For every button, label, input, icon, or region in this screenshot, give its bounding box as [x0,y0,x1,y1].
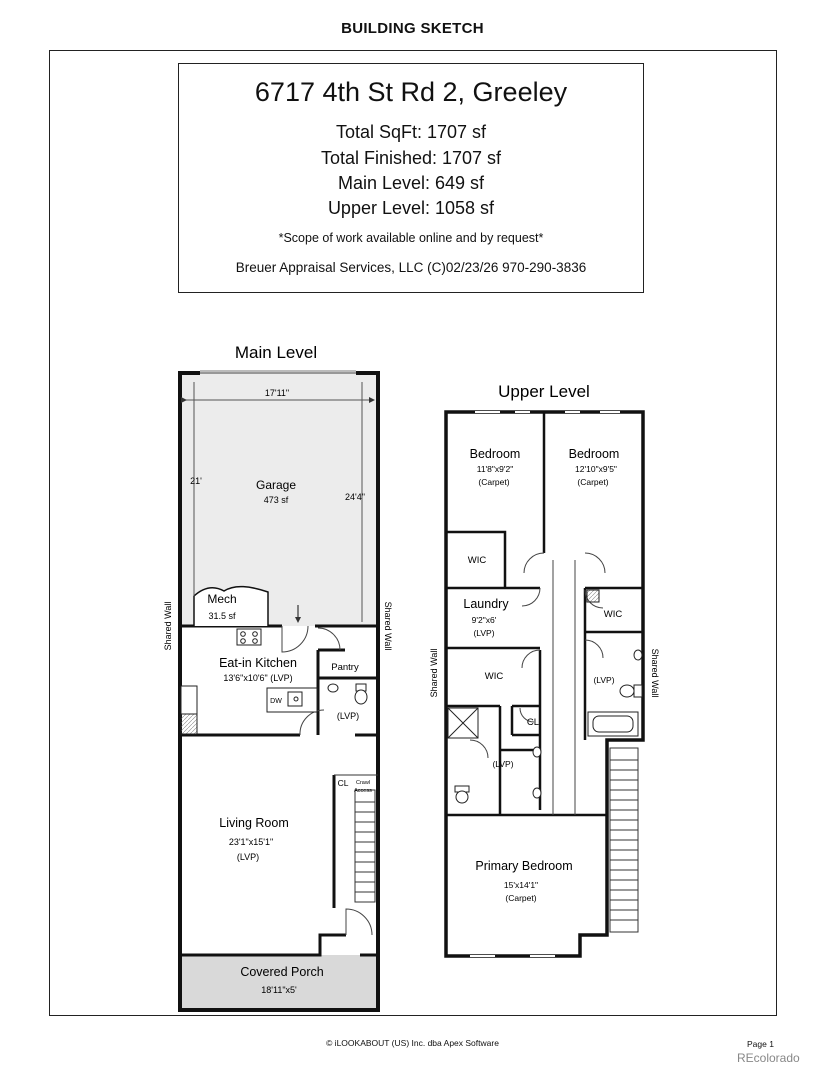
document-title: BUILDING SKETCH [341,20,484,37]
pantry-label: Pantry [331,662,359,673]
bedroom1-floor: (Carpet) [478,477,510,487]
primary-bedroom-label: Primary Bedroom [475,859,573,873]
upper-hall-lines [553,560,575,815]
laundry-label: Laundry [463,597,509,611]
porch-size: 18'11"x5' [261,985,297,995]
half-bath-floor: (LVP) [336,711,360,721]
bedroom1-label: Bedroom [469,447,521,461]
wic1-label: WIC [467,555,487,566]
living-room-floor: (LVP) [236,852,260,862]
appraiser-credit: Breuer Appraisal Services, LLC (C)02/23/26 970-290-3836 [235,260,587,275]
upper-level-area: Upper Level: 1058 sf [327,198,495,218]
living-room-size: 23'1"x15'1" [228,837,274,847]
wic3-label: WIC [484,671,504,682]
closet-label: CL [337,778,349,788]
living-room-label: Living Room [219,816,289,830]
porch-label: Covered Porch [240,965,324,979]
dim-right: 24'4" [345,492,365,502]
mech-label: Mech [207,592,237,606]
upper-shared-wall-right: Shared Wall [650,648,660,698]
main-level-title: Main Level [234,343,318,362]
bedroom2-label: Bedroom [568,447,620,461]
primary-bedroom-size: 15'x14'1" [503,880,539,890]
crawl-label: Crawl [355,780,371,786]
kitchen-label: Eat-in Kitchen [219,656,297,670]
garage-label: Garage [255,478,297,492]
total-finished: Total Finished: 1707 sf [320,148,502,168]
dim-left: 21' [190,476,202,486]
dishwasher-label: DW [270,698,282,705]
main-level-area: Main Level: 649 sf [337,173,485,193]
property-address: 6717 4th St Rd 2, Greeley [254,77,568,107]
bath-right-floor: (LVP) [593,675,615,685]
laundry-floor: (LVP) [473,628,495,638]
bedroom2-size: 12'10"x9'5" [575,464,617,474]
access-label: Access [354,788,372,794]
upper-level-title: Upper Level [498,382,590,401]
mech-size: 31.5 sf [208,611,236,621]
upper-closet-label: CL [526,717,540,728]
garage-size: 473 sf [263,495,289,505]
total-sqft: Total SqFt: 1707 sf [335,122,487,142]
half-bath-fixtures [328,684,367,704]
main-level-plan [163,343,393,1010]
upper-stairs [610,748,638,932]
main-stairs [334,775,378,902]
upper-shared-wall-left: Shared Wall [429,648,439,698]
footer-brand-watermark: REcolorado [737,1051,800,1065]
footer-page-number: Page 1 [747,1039,774,1049]
bedroom2-floor: (Carpet) [577,477,609,487]
laundry-size: 9'2"x6' [471,615,497,625]
primary-bedroom-floor: (Carpet) [505,893,537,903]
scope-note: *Scope of work available online and by request* [278,231,544,245]
bedroom1-size: 11'8"x9'2" [476,464,514,474]
footer-copyright: © iLOOKABOUT (US) Inc. dba Apex Software [326,1038,499,1048]
porch-floor [182,955,376,1010]
kitchen-size: 13'6"x10'6" (LVP) [223,673,293,683]
primary-bath-floor: (LVP) [492,759,514,769]
dim-top: 17'11" [264,388,290,398]
main-shared-wall-right: Shared Wall [383,601,393,651]
upper-level-plan [429,382,660,956]
wic2-label: WIC [603,609,623,620]
main-shared-wall-left: Shared Wall [163,601,173,651]
